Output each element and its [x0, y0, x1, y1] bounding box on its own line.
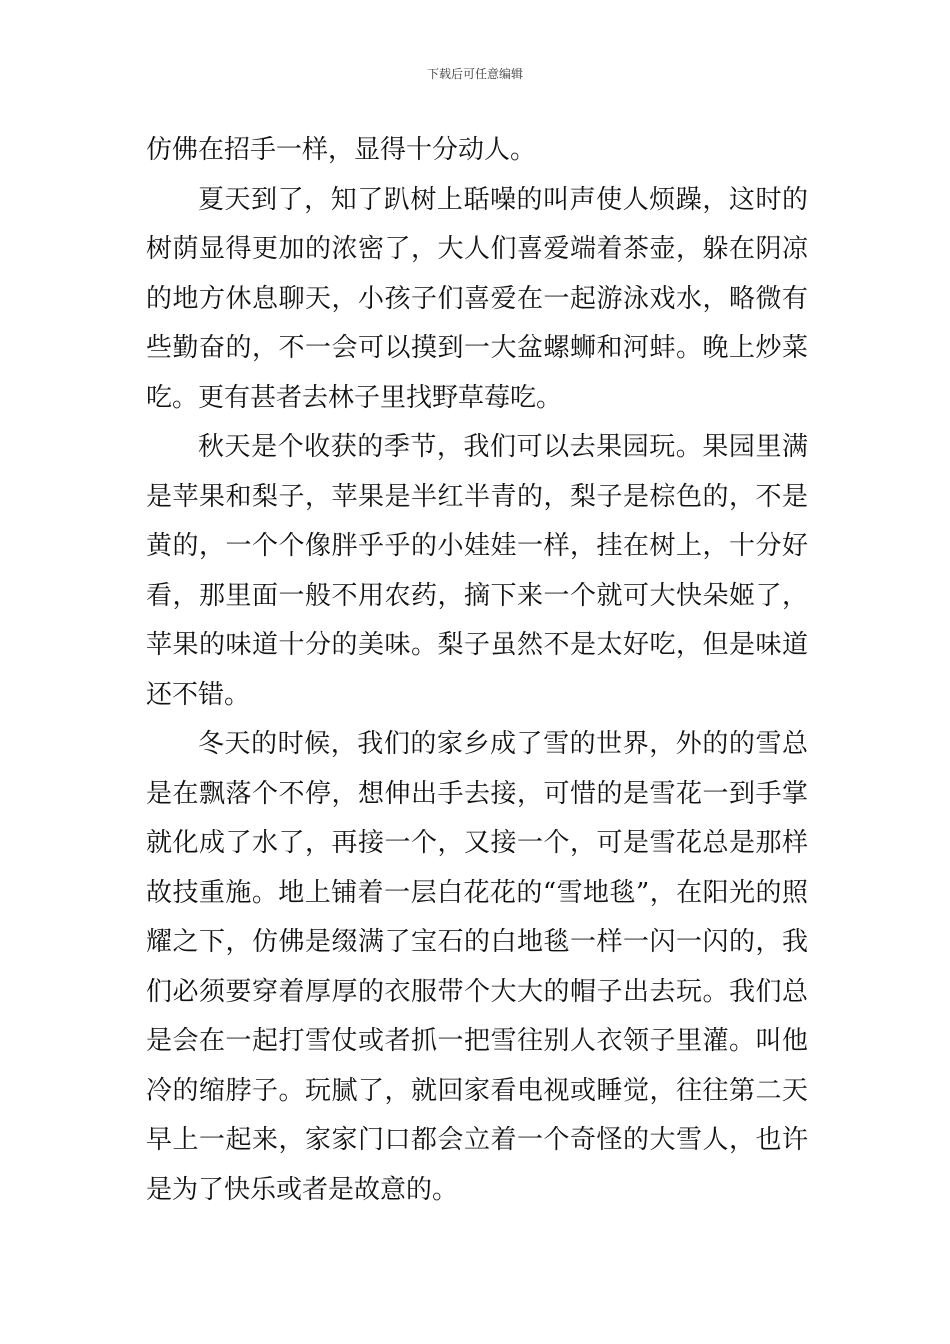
- document-body: [146, 126, 808, 1215]
- paragraph-summer: 夏天到了，知了趴树上聒噪的叫声使人烦躁，这时的树荫显得更加的浓密了，大人们喜爱端着茶壶，躲在阴凉的地方休息聊天，小孩子们喜爱在一起游泳戏水，略微有些勤奋的，不一会可以摸到一大盆螺蛳和河蚌。晚上炒菜吃。更有甚者去林子里找野草莓吃。: [146, 184, 808, 413]
- page-header: 下载后可任意编辑: [426, 67, 523, 81]
- paragraph-winter: 冬天的时候，我们的家乡成了雪的世界，外的的雪总是在飘落个不停，想伸出手去接，可惜的是雪花一到手掌就化成了水了，再接一个，又接一个，可是雪花总是那样故技重施。地上铺着一层白花花的“雪地毯”，在阳光的照耀之下，仿佛是缀满了宝石的白地毯一样一闪一闪的，我们必须要穿着厚厚的衣服带个大大的帽子出去玩。我们总是会在一起打雪仗或者抓一把雪往别人衣领子里灌。叫他冷的缩脖子。玩腻了，就回家看电视或睡觉，往往第二天早上一起来，家家门口都会立着一个奇怪的大雪人，也许是为了快乐或者是故意的。: [146, 729, 808, 1205]
- paragraph-autumn: 秋天是个收获的季节，我们可以去果园玩。果园里满是苹果和梨子，苹果是半红半青的，梨子是棕色的，不是黄的，一个个像胖乎乎的小娃娃一样，挂在树上，十分好看，那里面一般不用农药，摘下来一个就可大快朵姬了，苹果的味道十分的美味。梨子虽然不是太好吃，但是味道还不错。: [146, 432, 808, 710]
- paragraph-continuation: 仿佛在招手一样，显得十分动人。: [146, 135, 537, 165]
